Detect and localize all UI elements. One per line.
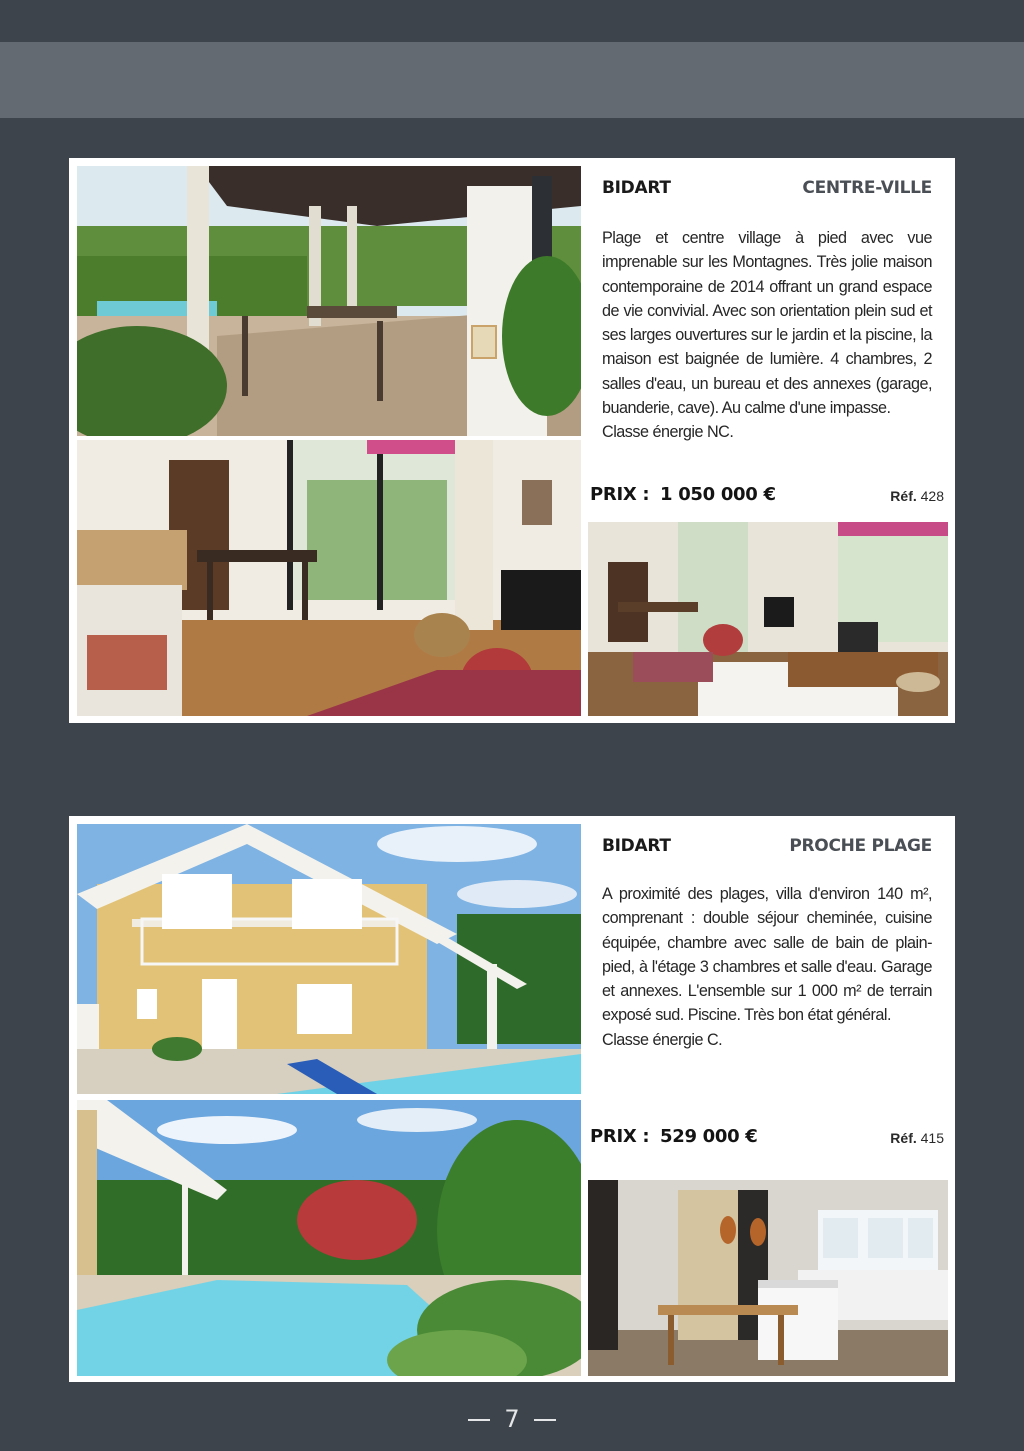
price-value: 529 000 € xyxy=(660,1126,758,1147)
kitchen-photo xyxy=(588,1180,948,1376)
house-photo xyxy=(77,824,581,1094)
page-number-value: 7 xyxy=(504,1405,520,1433)
reference-label: Réf. xyxy=(890,1130,917,1146)
listing-district: CENTRE-VILLE xyxy=(802,178,932,198)
listing-district: PROCHE PLAGE xyxy=(789,836,932,856)
listing-description: A proximité des plages, villa d'environ 140 m², comprenant : double séjour cheminée, cuisine équipée, chambre avec salle de bain de plain-pied, à l'étage 3 chambres et salle d'eau. Garage et annexes. L'ensemble sur 1 000 m² de terrain exposé sud. Piscine. Très bon état général. xyxy=(602,885,932,1025)
listing-description: Plage et centre village à pied avec vue imprenable sur les Montagnes. Très jolie maison contemporaine de 2014 offrant un grand espace de vie convivial. Avec son orientation plein sud et ses larges ouvertures sur le jardin et la piscine, la maison est baignée de lumière. 4 chambres, 2 salles d'eau, un bureau et des annexes (garage, buanderie, cave). Au calme d'une impasse. xyxy=(602,229,932,418)
price-value: 1 050 000 € xyxy=(660,484,776,505)
dash-right xyxy=(534,1419,556,1421)
dash-left xyxy=(468,1419,490,1421)
page-number xyxy=(0,1405,1024,1433)
reference-label: Réf. xyxy=(890,488,917,504)
header-band xyxy=(0,42,1024,118)
listing-energy-class: Classe énergie NC. xyxy=(602,423,734,442)
listing-description-block xyxy=(602,226,932,445)
pool-photo xyxy=(77,1100,581,1376)
dining-room-photo xyxy=(77,440,581,716)
listing-card xyxy=(69,816,955,1382)
terrace-photo xyxy=(77,166,581,436)
listing-card xyxy=(69,158,955,723)
price-label: PRIX : xyxy=(590,484,650,505)
reference xyxy=(890,1130,944,1146)
price-row xyxy=(590,484,944,510)
listing-energy-class: Classe énergie C. xyxy=(602,1030,723,1049)
reference xyxy=(890,488,944,504)
listing-description-block xyxy=(602,882,932,1052)
listing-header xyxy=(602,178,932,202)
price-label: PRIX : xyxy=(590,1126,650,1147)
reference-number: 428 xyxy=(920,488,944,504)
price-row xyxy=(590,1126,944,1152)
listing-city: BIDART xyxy=(602,836,671,856)
listing-header xyxy=(602,836,932,860)
living-room-photo xyxy=(588,522,948,716)
reference-number: 415 xyxy=(920,1130,944,1146)
listing-city: BIDART xyxy=(602,178,671,198)
